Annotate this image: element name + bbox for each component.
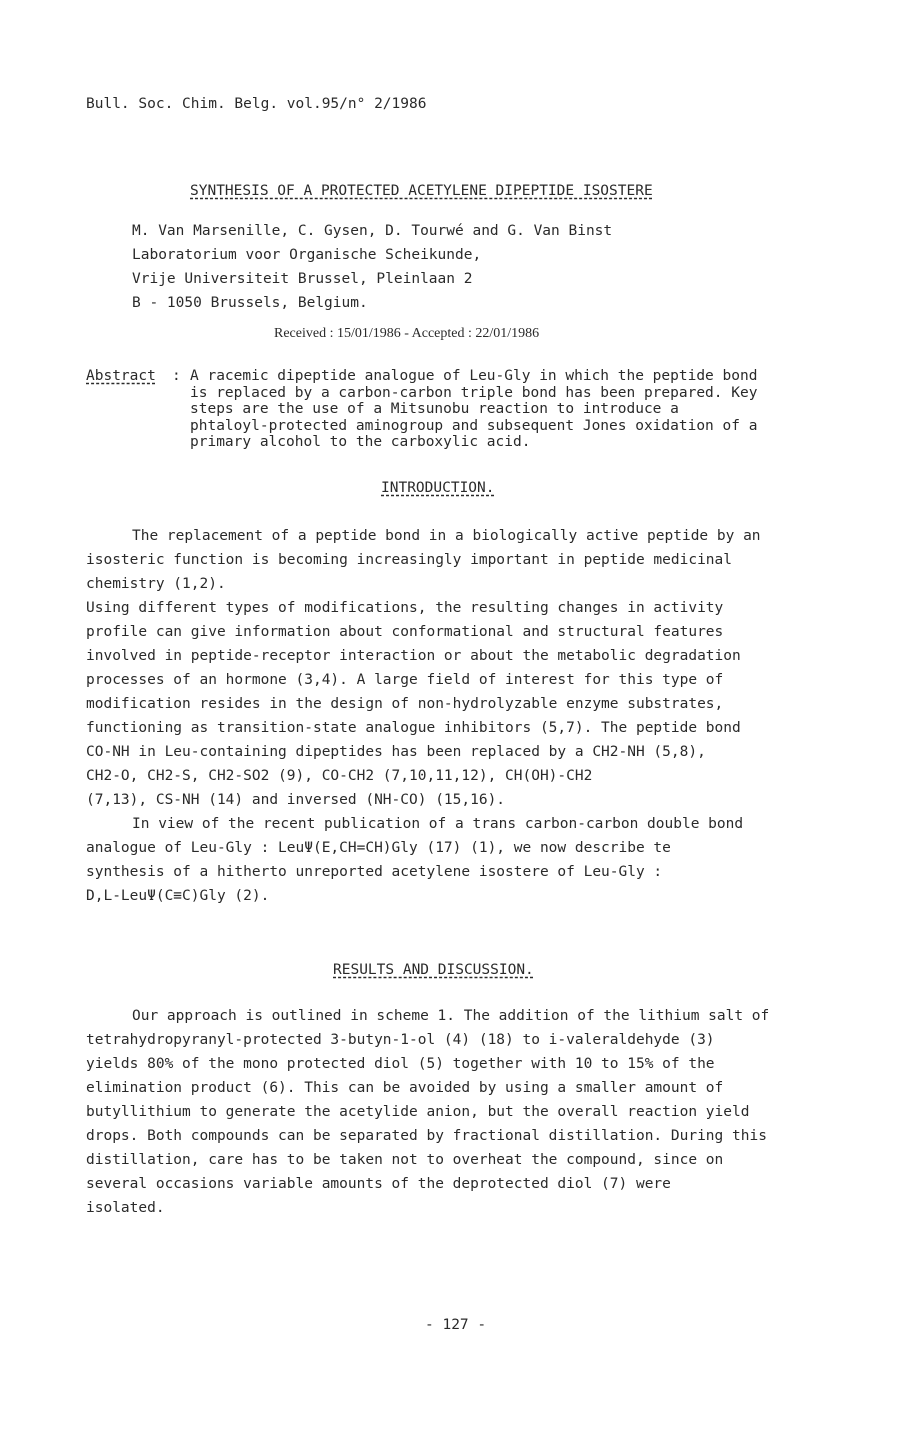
text-line: functioning as transition-state analogue inhibitors (5,7). The peptide bond bbox=[86, 720, 741, 736]
text-line: In view of the recent publication of a trans carbon-carbon double bond bbox=[132, 816, 744, 832]
text-line: D,L-LeuΨ(C≡C)Gly (2). bbox=[86, 888, 270, 904]
text-line: The replacement of a peptide bond in a biologically active peptide by an bbox=[132, 528, 761, 544]
abstract-line: steps are the use of a Mitsunobu reaction to introduce a bbox=[190, 401, 679, 417]
abstract-line: is replaced by a carbon-carbon triple bond has been prepared. Key bbox=[190, 384, 758, 401]
text-line: (7,13), CS-NH (14) and inversed (NH-CO) (15,16). bbox=[86, 792, 506, 808]
text-line: elimination product (6). This can be avoided by using a smaller amount of bbox=[86, 1080, 724, 1096]
text-line: profile can give information about conformational and structural features bbox=[86, 624, 724, 640]
text-line: synthesis of a hitherto unreported acetylene isostere of Leu-Gly : bbox=[86, 864, 663, 880]
affiliation-line: B - 1050 Brussels, Belgium. bbox=[132, 295, 368, 311]
text-line: processes of an hormone (3,4). A large field of interest for this type of bbox=[86, 672, 724, 688]
abstract-line: primary alcohol to the carboxylic acid. bbox=[190, 434, 531, 450]
text-line: Using different types of modifications, the resulting changes in activity bbox=[86, 600, 724, 616]
text-line: involved in peptide-receptor interaction or about the metabolic degradation bbox=[86, 648, 741, 664]
text-line: CH2-O, CH2-S, CH2-SO2 (9), CO-CH2 (7,10,11,12), CH(OH)-CH2 bbox=[86, 768, 593, 784]
text-line: analogue of Leu-Gly : LeuΨ(E,CH=CH)Gly (17) (1), we now describe te bbox=[86, 840, 671, 856]
text-line: CO-NH in Leu-containing dipeptides has been replaced by a CH2-NH (5,8), bbox=[86, 744, 706, 760]
abstract-separator: : bbox=[172, 368, 181, 384]
text-line: drops. Both compounds can be separated by fractional distillation. During this bbox=[86, 1128, 767, 1144]
text-line: isosteric function is becoming increasingly important in peptide medicinal bbox=[86, 552, 733, 568]
text-line: isolated. bbox=[86, 1200, 165, 1216]
text-line: distillation, care has to be taken not to overheat the compound, since on bbox=[86, 1152, 724, 1168]
text-line: several occasions variable amounts of the deprotected diol (7) were bbox=[86, 1176, 671, 1192]
page-number: - 127 - bbox=[425, 1317, 487, 1333]
text-line: tetrahydropyranyl-protected 3-butyn-1-ol (4) (18) to i-valeraldehyde (3) bbox=[86, 1032, 715, 1048]
abstract-line: A racemic dipeptide analogue of Leu-Gly in which the peptide bond bbox=[190, 368, 758, 384]
abstract-label: Abstract bbox=[86, 368, 156, 384]
affiliation-line: Laboratorium voor Organische Scheikunde, bbox=[132, 247, 482, 263]
abstract-line: phtaloyl-protected aminogroup and subsequent Jones oxidation of a bbox=[190, 417, 758, 434]
affiliation-line: Vrije Universiteit Brussel, Pleinlaan 2 bbox=[132, 271, 473, 287]
text-line: modification resides in the design of non-hydrolyzable enzyme substrates, bbox=[86, 696, 724, 712]
received-dates: Received : 15/01/1986 - Accepted : 22/01/1986 bbox=[274, 326, 540, 341]
text-line: butyllithium to generate the acetylide anion, but the overall reaction yield bbox=[86, 1104, 750, 1120]
author-list: M. Van Marsenille, C. Gysen, D. Tourwé and G. Van Binst bbox=[132, 223, 613, 239]
paper-title: SYNTHESIS OF A PROTECTED ACETYLENE DIPEPTIDE ISOSTERE bbox=[190, 183, 653, 199]
text-line: yields 80% of the mono protected diol (5) together with 10 to 15% of the bbox=[86, 1056, 715, 1072]
journal-header: Bull. Soc. Chim. Belg. vol.95/n° 2/1986 bbox=[86, 96, 427, 112]
text-line: Our approach is outlined in scheme 1. The addition of the lithium salt of bbox=[132, 1008, 770, 1024]
results-heading: RESULTS AND DISCUSSION. bbox=[333, 962, 534, 978]
text-line: chemistry (1,2). bbox=[86, 576, 226, 592]
introduction-heading: INTRODUCTION. bbox=[381, 480, 495, 496]
